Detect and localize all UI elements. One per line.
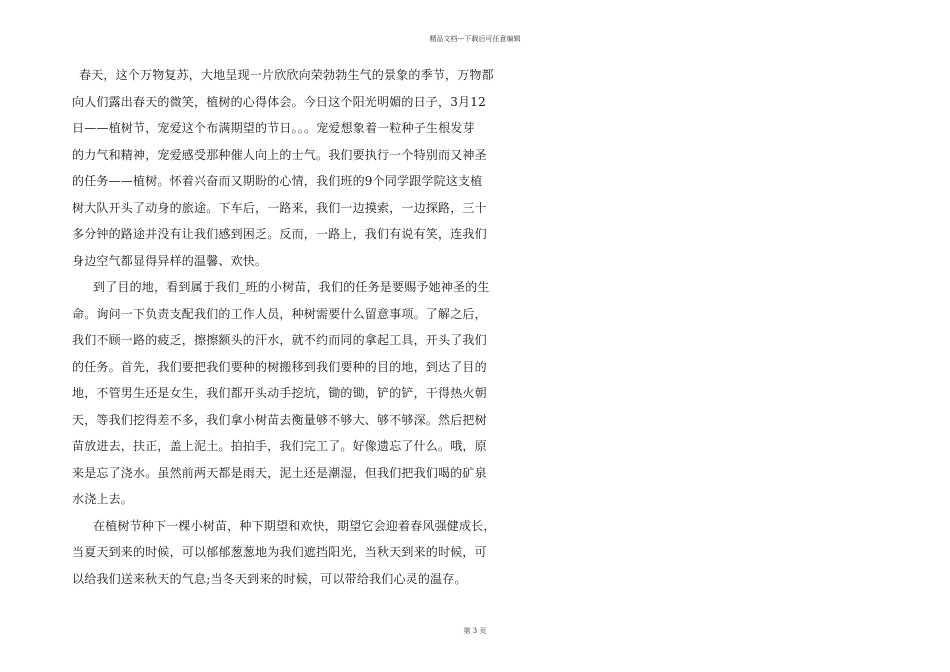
text-line: 命。询问一下负责支配我们的工作人员，种树需要什么留意事项。了解之后， [72, 306, 487, 321]
text-line: 以给我们送来秋天的气息;当冬天到来的时候，可以带给我们心灵的温存。 [72, 571, 467, 586]
text-line: 来是忘了浇水。虽然前两天都是雨天，泥土还是潮湿，但我们把我们喝的矿泉 [72, 465, 487, 480]
text-line: 树大队开头了动身的旅途。下车后，一路来，我们一边摸索，一边探路，三十 [72, 200, 487, 215]
text-line: 日——植树节，宠爱这个布满期望的节日。。。宠爱想象着一粒种子生根发芽 [72, 121, 475, 135]
text-line: 多分钟的路途并没有让我们感到困乏。反而，一路上，我们有说有笑，连我们 [72, 227, 487, 241]
text-line: 春天，这个万物复苏，大地呈现一片欣欣向荣勃勃生气的景象的季节，万物都 [79, 68, 494, 82]
document-body [72, 62, 496, 592]
text-line: 的任务——植树。怀着兴奋而又期盼的心情，我们班的9个同学跟学院这支植 [72, 174, 483, 188]
text-line: 在植树节种下一棵小树苗，种下期望和欢快，期望它会迎着春风强健成长， [93, 518, 496, 533]
text-line: 地，不管男生还是女生，我们都开头动手挖坑，锄的锄，铲的铲，干得热火朝 [72, 386, 487, 400]
paragraph-3 [72, 513, 496, 593]
paragraph-1 [72, 62, 494, 274]
text-line: 的任务。首先，我们要把我们要种的树搬移到我们要种的目的地，到达了目的 [72, 359, 487, 374]
text-line: 的力气和精神，宠爱感受那种催人向上的士气。我们要执行一个特别而又神圣 [72, 147, 487, 162]
text-line: 当夏天到来的时候，可以郁郁葱葱地为我们遮挡阳光，当秋天到来的时候，可 [72, 545, 487, 559]
text-line: 我们不顾一路的疲乏，擦擦额头的汗水，就不约而同的拿起工具，开头了我们 [72, 333, 487, 347]
text-line: 到了目的地，看到属于我们_班的小树苗，我们的任务是要赐予她神圣的生 [93, 280, 490, 294]
page-header: 精品文档---下载后可任意编辑 [429, 35, 521, 43]
paragraph-2 [72, 274, 490, 513]
text-line: 苗放进去，扶正，盖上泥土。拍拍手，我们完工了。好像遗忘了什么。哦，原 [72, 439, 487, 453]
page-number: 第 3 页 [463, 627, 487, 635]
text-line: 天，等我们挖得差不多，我们拿小树苗去衡量够不够大、够不够深。然后把树 [72, 412, 487, 427]
text-line: 身边空气都显得异样的温馨、欢快。 [72, 253, 268, 268]
text-line: 水浇上去。 [72, 492, 134, 506]
text-line: 向人们露出春天的微笑，植树的心得体会。今日这个阳光明媚的日子，3月12 [72, 94, 486, 109]
